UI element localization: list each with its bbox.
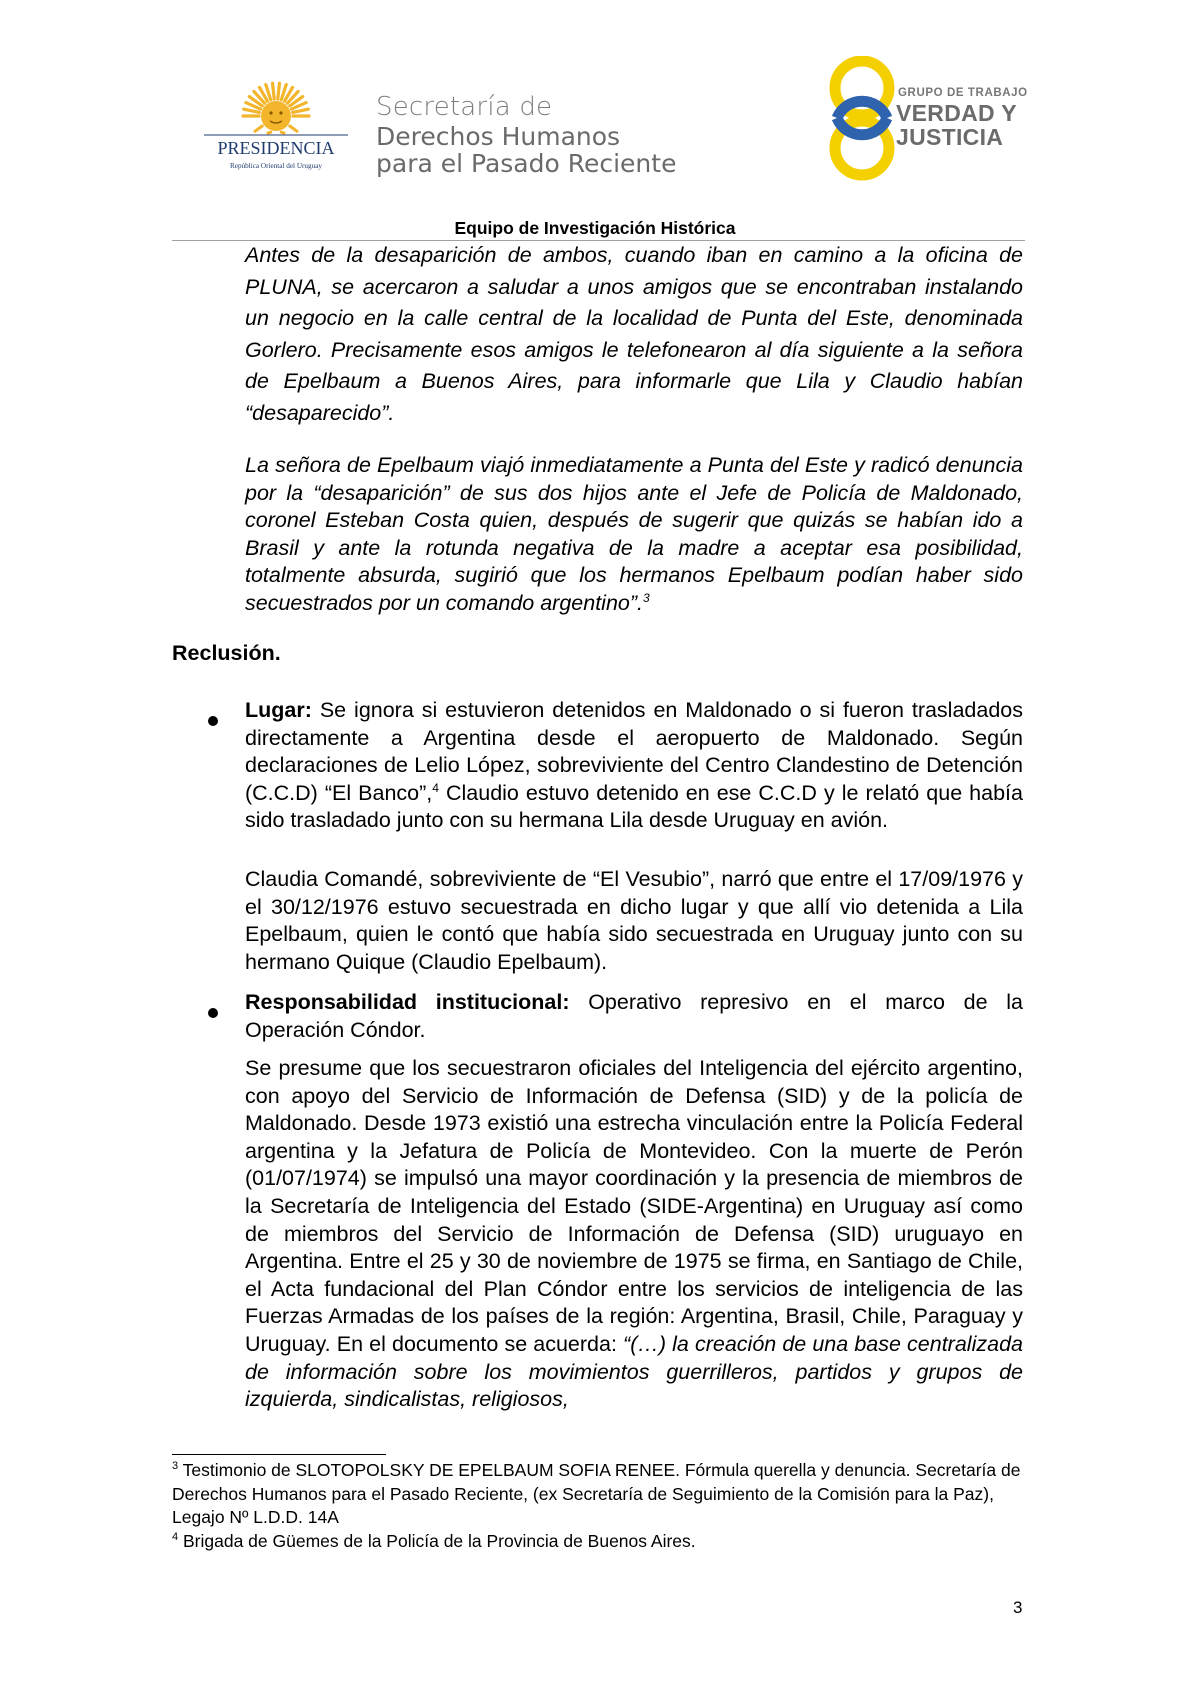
vyj-group-label: GRUPO DE TRABAJO — [898, 87, 1028, 99]
team-title: Equipo de Investigación Histórica — [454, 218, 736, 238]
footnote-text-3: Testimonio de SLOTOPOLSKY DE EPELBAUM SOFIA RENEE. Fórmula querella y denuncia. Secretaría de Derechos Humanos para el Pasado Reciente, (ex Secretaría de Seguimiento de la Comisión para la Paz), Legajo Nº L.D.D. 14A — [172, 1460, 1021, 1527]
presidencia-subtitle: República Oriental del Uruguay — [229, 162, 323, 170]
bullet-icon — [208, 1008, 218, 1018]
bullet-label-lugar: Lugar: — [245, 698, 312, 722]
bullet-responsabilidad-paragraph-2 — [245, 1055, 1023, 1414]
presidencia-name: PRESIDENCIA — [217, 138, 335, 158]
quote-paragraph-2-text: La señora de Epelbaum viajó inmediatamente a Punta del Este y radicó denuncia por la “desaparición” de sus dos hijos ante el Jefe de Policía de Maldonado, coronel Esteban Costa quien, después de sugerir que quizás se habían ido a Brasil y ante la rotunda negativa de la madre a aceptar esa posibilidad, totalmente absurda, sugirió que los hermanos Epelbaum podían haber sido secuestrados por un comando argentino”. — [245, 453, 1023, 615]
bullet-item-responsabilidad — [245, 989, 1023, 1044]
bullet-text-lugar-a: Se ignora si estuvieron detenidos en Maldonado o si fueron trasladados directamente a Argentina desde el aeropuerto de Maldonado. Según declaraciones de Lelio López, sobreviviente del Centro Clandestino de Detención (C.C.D) “El Banco”, — [245, 698, 1023, 805]
section-title: Reclusión. — [172, 641, 281, 665]
responsabilidad-text: Se presume que los secuestraron oficiales del Inteligencia del ejército argentino, con apoyo del Servicio de Información de Defensa (SID) y de la policía de Maldonado. Desde 1973 existió una estrecha vinculación entre la Policía Federal argentina y la Jefatura de Policía de Montevideo. Con la muerte de Perón (01/07/1974) se impulsó una mayor coordinación y la presencia de miembros de la Secretaría de Inteligencia del Estado (SIDE-Argentina) en Uruguay así como de miembros del Servicio de Información de Defensa (SID) uruguayo en Argentina. Entre el 25 y 30 de noviembre de 1975 se firma, en Santiago de Chile, el Acta fundacional del Plan Cóndor entre los servicios de inteligencia de las Fuerzas Armadas de los países de la región: Argentina, Brasil, Chile, Paraguay y Uruguay. En el documento se acuerda: — [245, 1056, 1023, 1356]
sun-ray — [278, 83, 280, 99]
footnote-ref-4: 4 — [432, 780, 439, 795]
secretaria-title-line2: Derechos Humanos — [376, 122, 621, 151]
sun-ray — [268, 132, 271, 133]
sun-ray — [255, 126, 262, 131]
page-number: 3 — [1013, 1598, 1023, 1617]
footnote-number-4: 4 — [172, 1531, 179, 1544]
sun-ray — [281, 132, 284, 133]
sun-ray — [273, 83, 275, 99]
vyj-title-line2: JUSTICIA — [896, 124, 1004, 150]
sun-ray — [293, 109, 309, 112]
bullet-lugar-paragraph-2: Claudia Comandé, sobreviviente de “El Vesubio”, narró que entre el 17/09/1976 y el 30/12/1976 estuvo secuestrada en dicho lugar y que allí vio detenida a Lila Epelbaum, quien le contó que había sido secuestrada en Uruguay junto con su hermano Quique (Claudio Epelbaum). — [245, 867, 1023, 974]
secretaria-title-line3: para el Pasado Reciente — [376, 149, 677, 178]
vyj-title-line1: VERDAD Y — [896, 100, 1017, 126]
bullet-icon — [208, 716, 218, 726]
bullet-text-responsabilidad: Operativo represivo en el marco de la Operación Cóndor. — [245, 990, 1023, 1042]
footnote-text-4: Brigada de Güemes de la Policía de la Provincia de Buenos Aires. — [178, 1531, 696, 1551]
quote-paragraph-2 — [245, 452, 1023, 618]
footnote-4 — [172, 1530, 1032, 1554]
footnote-divider — [172, 1454, 386, 1455]
footnote-ref-3: 3 — [643, 590, 650, 605]
bullet-label-responsabilidad: Responsabilidad institucional: — [245, 990, 570, 1014]
quote-paragraph-1: Antes de la desaparición de ambos, cuando iban en camino a la oficina de PLUNA, se acercaron a saludar a unos amigos que se encontraban instalando un negocio en la calle central de la localidad de Punta del Este, denominada Gorlero. Precisamente esos amigos le telefonearon al día siguiente a la señora de Epelbaum a Buenos Aires, para informarle que Lila y Claudio habían “desaparecido”. — [245, 243, 1023, 425]
acta-quote: “(…) la creación de una base centralizada de información sobre los movimientos guerrilleros, partidos y grupos de izquierda, sindicalistas, religiosos, — [245, 1331, 1023, 1412]
footnote-number-3: 3 — [172, 1460, 179, 1473]
sun-ray — [244, 109, 260, 112]
bullet-item-lugar — [245, 697, 1023, 835]
linked-rings-icon — [835, 61, 889, 175]
presidencia-logo — [196, 78, 356, 178]
bullet-text-lugar-b: Claudio estuvo detenido en ese C.C.D y le relató que había sido trasladado junto con su hermana Lila desde Uruguay en avión. — [245, 780, 1023, 833]
secretaria-title-line1: Secretaría de — [376, 92, 553, 122]
footnote-3 — [172, 1459, 1032, 1530]
sun-icon — [243, 83, 309, 133]
sun-ray — [290, 126, 297, 131]
